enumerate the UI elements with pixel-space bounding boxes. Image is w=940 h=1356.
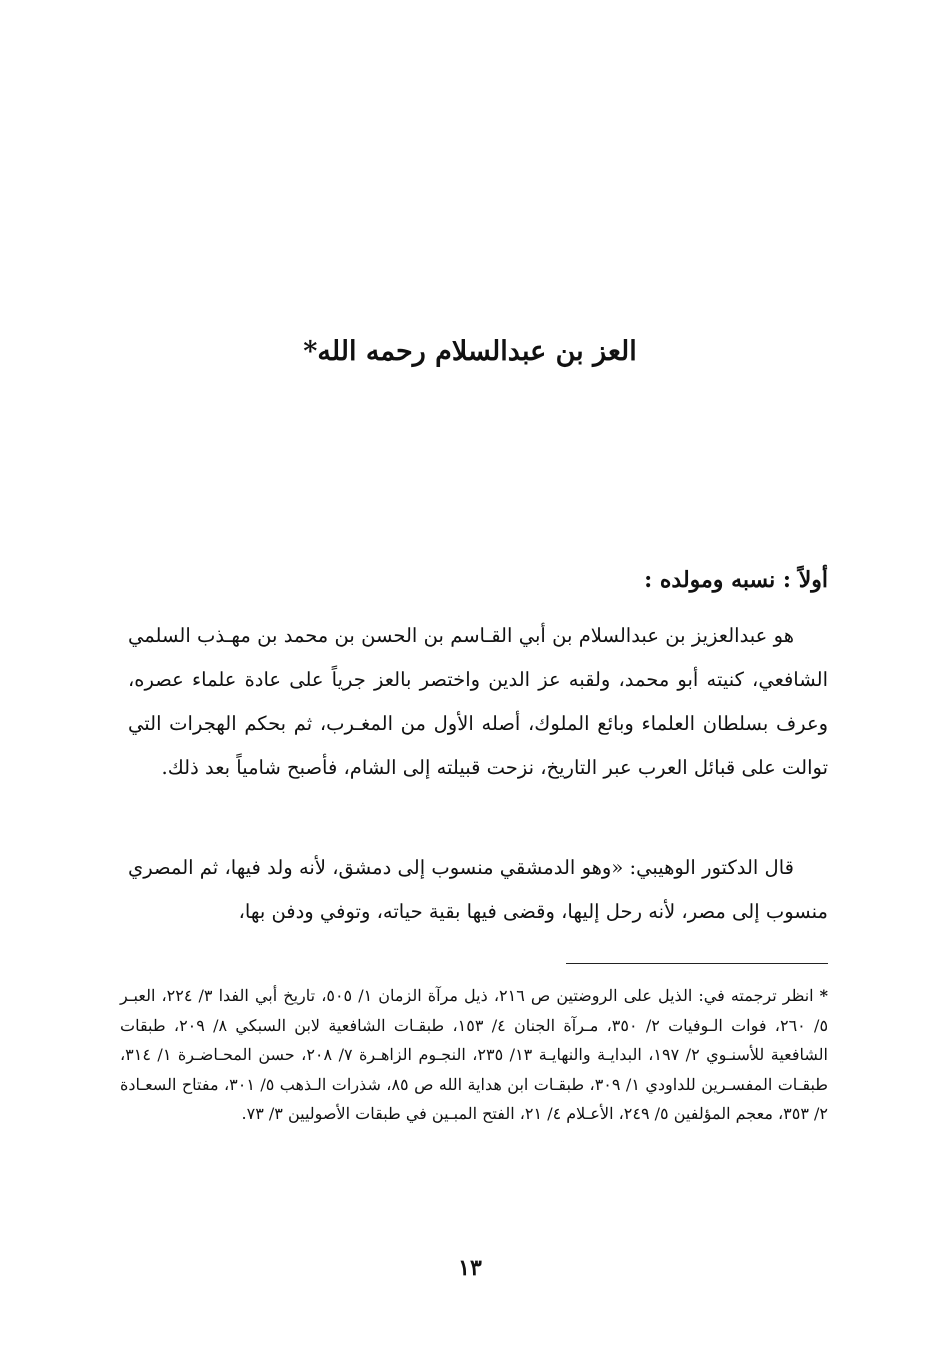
footnote-divider bbox=[566, 963, 828, 964]
page-number: ١٣ bbox=[458, 1255, 482, 1281]
footnote bbox=[120, 981, 828, 1129]
body-paragraph: قال الدكتور الوهيبي: «وهو الدمشقي منسوب إلى دمشق، لأنه ولد فيها، ثم المصري منسوب إلى مصر، لأنه رحل إليها، وقضى فيها بقية حياته، وتوفي ودفن بها، bbox=[128, 856, 828, 923]
section-heading: أولاً : نسبه ومولده : bbox=[644, 567, 828, 593]
footnote-marker: * bbox=[819, 986, 828, 1005]
page-title: العز بن عبدالسلام رحمه الله* bbox=[303, 336, 637, 367]
footnote-text: انظر ترجمته في: الذيل على الروضتين ص ٢١٦، ذيل مرآة الزمان ١/ ٥٠٥، تاريخ أبي الفدا ٣/ ٢٢٤، العبـر ٥/ ٢٦٠، فوات الـوفيات ٢/ ٣٥٠، مـرآة الجنان ٤/ ١٥٣، طبقـات الشافعية لابن السبكي ٨/ ٢٠٩، طبقات الشافعية للأسنـوي ٢/ ١٩٧، البدايـة والنهايـة ١٣/ ٢٣٥، النجـوم الزاهـرة ٧/ ٢٠٨، حسن المحـاضـرة ١/ ٣١٤، طبقـات المفسـرين للداودي ١/ ٣٠٩، طبقـات ابن هداية الله ص ٨٥، شذرات الـذهب ٥/ ٣٠١، مفتاح السعـادة ٢/ ٣٥٣، معجم المؤلفين ٥/ ٢٤٩، الأعـلام ٤/ ٢١، الفتح المبـين في طبقات الأصوليين ٣/ ٧٣. bbox=[120, 986, 829, 1123]
body-paragraph: هو عبدالعزيز بن عبدالسلام بن أبي القـاسم بن الحسن بن محمد بن مهـذب السلمي الشافعي، كنيته أبو محمد، ولقبه عز الدين واختصر بالعز جرياً على عادة علماء عصره، وعرف بسلطان العلماء وبائع الملوك، أصله الأول من المغـرب، ثم بحكم الهجرات التي توالت على قبائل العرب عبر التاريخ، نزحت قبيلته إلى الشام، فأصبح شامياً بعد ذلك. bbox=[128, 624, 828, 779]
